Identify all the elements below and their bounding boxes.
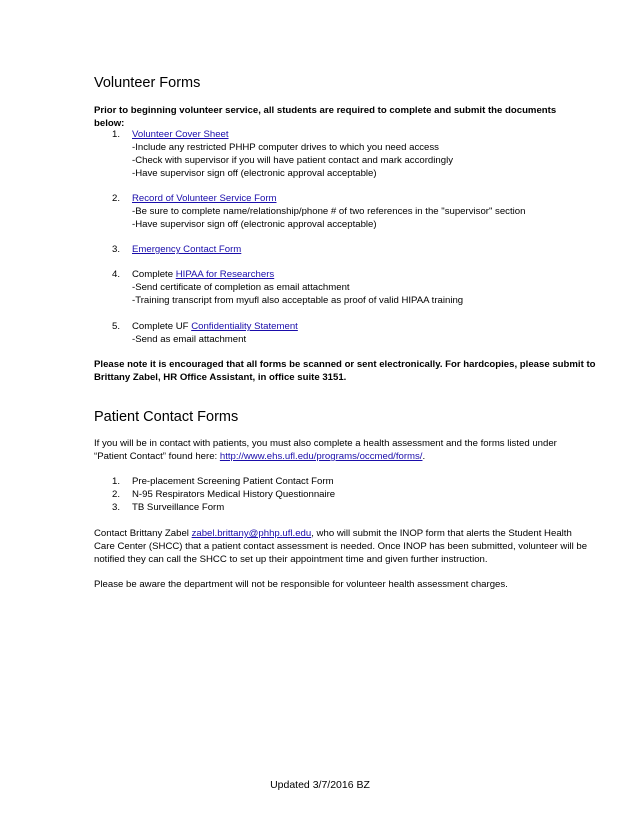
emergency-contact-form-link[interactable]: Emergency Contact Form [132,244,242,255]
email-link[interactable]: zabel.brittany@phhp.ufl.edu [191,528,312,539]
list-detail: -Have supervisor sign off (electronic approval acceptable) [132,168,377,179]
form-name: Pre-placement Screening Patient Contact Form [132,476,334,487]
patient-contact-intro [94,437,586,463]
form-name: TB Surveillance Form [132,502,225,513]
hardcopy-note [94,358,596,384]
list-detail: -Send certificate of completion as email attachment [132,282,350,293]
intro-prefix: “Patient Contact” found here: [94,451,220,462]
volunteer-cover-sheet-link[interactable]: Volunteer Cover Sheet [132,129,229,140]
contact-paragraph [94,527,586,566]
list-detail: -Include any restricted PHHP computer drives to which you need access [132,142,439,153]
list-number: 2. [112,489,121,500]
list-detail: -Training transcript from myufl also acceptable as proof of valid HIPAA training [132,295,464,306]
list-number: 1. [112,129,121,140]
list-prefix: Complete [132,269,176,280]
confidentiality-statement-link[interactable]: Confidentiality Statement [191,321,298,332]
contact-line: notified they can call the SHCC to set up their appointment time and given further instruction. [94,554,488,565]
ehs-forms-link[interactable]: http://www.ehs.ufl.edu/programs/occmed/forms/ [219,451,423,462]
patient-contact-forms-heading: Patient Contact Forms [94,409,239,425]
list-detail: -Check with supervisor if you will have patient contact and mark accordingly [132,155,454,166]
form-name: N-95 Respirators Medical History Questionnaire [132,489,336,500]
intro-line: If you will be in contact with patients, you must also complete a health assessment and the forms listed under [94,438,557,449]
list-prefix: Complete UF [132,321,192,332]
list-number: 3. [112,244,121,255]
intro-suffix: . [422,451,426,462]
list-number: 2. [112,193,121,204]
note-line: Brittany Zabel, HR Office Assistant, in office suite 3151. [94,372,347,383]
list-detail: -Be sure to complete name/relationship/phone # of two references in the "supervisor" section [132,206,526,217]
record-of-volunteer-service-link[interactable]: Record of Volunteer Service Form [132,193,277,204]
hipaa-for-researchers-link[interactable]: HIPAA for Researchers [175,269,275,280]
footer-updated: Updated 3/7/2016 BZ [270,779,370,791]
volunteer-intro: Prior to beginning volunteer service, all students are required to complete and submit the documents below: [94,105,557,129]
volunteer-forms-heading: Volunteer Forms [94,75,201,91]
list-number: 1. [112,476,121,487]
list-detail: -Have supervisor sign off (electronic approval acceptable) [132,219,377,230]
contact-suffix: , who will submit the INOP form that alerts the Student Health [311,528,572,539]
contact-line: Care Center (SHCC) that a patient contact assessment is needed. Once INOP has been submitted, volunteer will be [94,541,588,552]
list-number: 4. [112,269,121,280]
disclaimer: Please be aware the department will not be responsible for volunteer health assessment charges. [94,579,508,590]
list-number: 5. [112,321,121,332]
note-line: Please note it is encouraged that all forms be scanned or sent electronically. For hardcopies, please submit to [94,359,596,370]
contact-prefix: Contact Brittany Zabel [94,528,192,539]
list-number: 3. [112,502,121,513]
list-detail: -Send as email attachment [132,334,247,345]
